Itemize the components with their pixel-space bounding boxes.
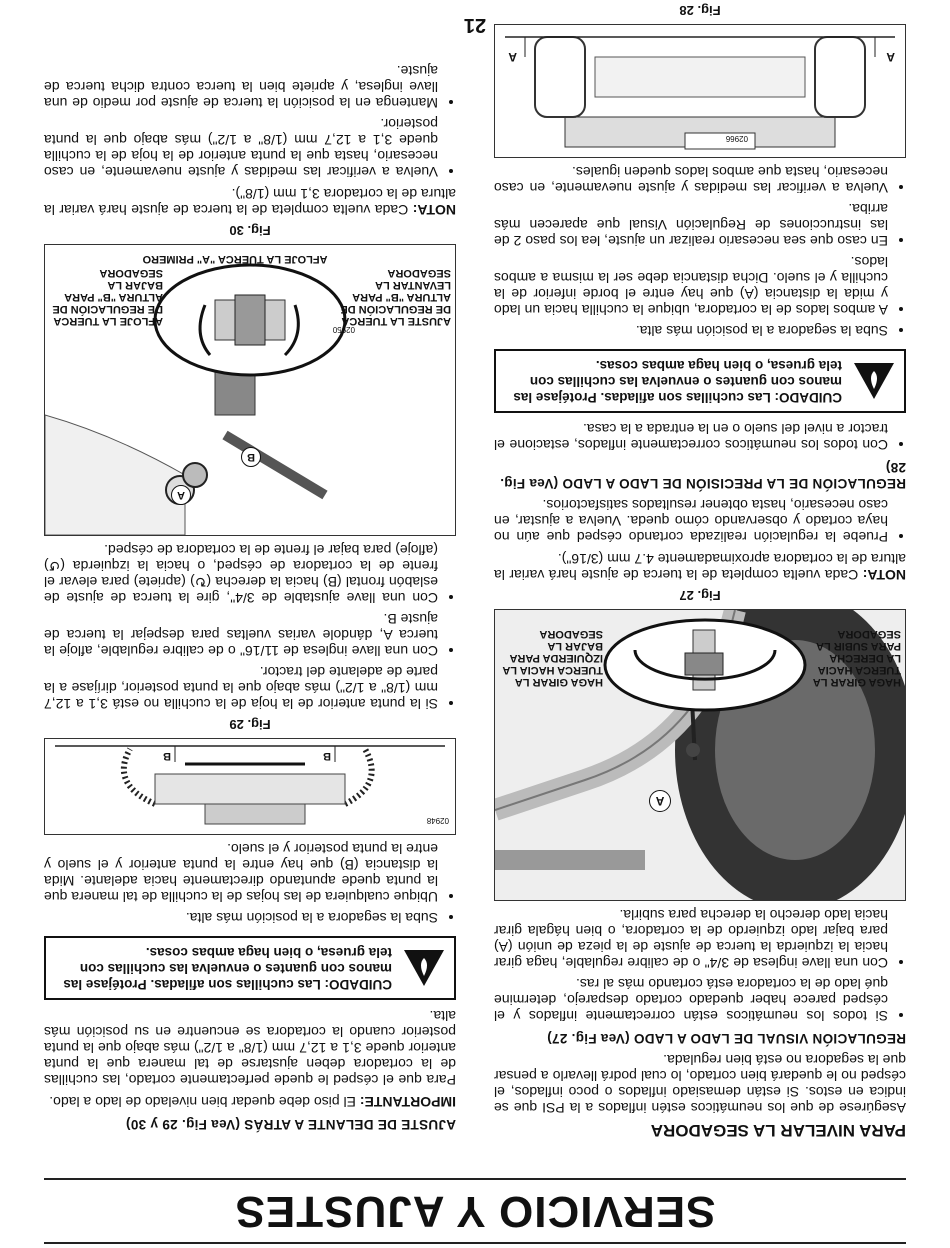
fig29-illustration (45, 739, 455, 834)
note (44, 186, 456, 218)
title-rule (44, 1178, 906, 1180)
caution-text: CUIDADO: Las cuchillas son afiladas. Protéjase las manos con guantes o envuelva las cuchillas con tela gruesa, o bien haga ambas cosas. (513, 358, 842, 405)
fig27-label: Fig. 27 (679, 588, 721, 603)
list-item: • En caso que sea necesario realizar un ajuste, lea los paso 2 de las instrucciones de Regulación Visual que aparecen más arriba. (494, 201, 888, 249)
visual-adjust-list (494, 907, 906, 1024)
caution-box (44, 936, 456, 1000)
list-item: • Con una llave inglesa de 3/4" o de calibre regulable, haga girar hacia la izquierda la tuerca de ajuste de la pieza de unión (A) para bajar lado izquierdo de la cortadora, o bien hágala girar hacia lado derecho la derecha para subirla. (494, 907, 888, 971)
note (494, 551, 906, 583)
figure-27 (494, 609, 906, 901)
visual-adjust-heading: REGULACIÓN VISUAL DE LADO A LADO (Vea Fig. 27) (546, 1031, 906, 1046)
fig30-callout-loosen: AFLOJE LA TUERCA DE REGULACIÓN DE ALTURA "B" PARA BAJAR LA SEGADORA (52, 267, 163, 327)
page-number: 21 (463, 14, 487, 36)
fig29-code: 02948 (426, 816, 449, 825)
marker-a-right: A (508, 50, 517, 64)
fig30-callout-first: AFLOJE LA TUERCA "A" PRIMERO (142, 253, 328, 265)
top-rule (44, 1242, 906, 1244)
fig30-code: 02950 (332, 325, 355, 334)
page-title: SERVICIO Y AJUSTES (234, 1187, 716, 1236)
precision-steps (494, 164, 906, 339)
important-text: El piso debe quedar bien nivelado de lado a lado. (49, 1094, 356, 1110)
precision-heading: REGULACIÓN DE LA PRECISIÓN DE LADO A LADO (Vea Fig. 28) (499, 460, 906, 491)
warning-icon (402, 948, 446, 988)
fig27-callout-right: HAGA GIRAR LA TUERCA HACIA LA DERECHA PARA SUBIR LA SEGADORA (813, 628, 901, 688)
caution-box (494, 349, 906, 413)
figure-29 (44, 738, 456, 835)
note-label: NOTA: (412, 202, 456, 218)
list-item: • Ubique cualquiera de las hojas de la cuchilla de tal manera que la punta quede apuntando directamente hacia adelante. Mida la distancia (B) que hay entre la punta anterior y el suelo y entre la punta posterior y el suelo. (44, 841, 438, 905)
fig28-illustration (495, 25, 905, 157)
marker-a: A (649, 790, 671, 812)
fig29-label: Fig. 29 (229, 717, 271, 732)
warning-icon (852, 361, 896, 401)
list-item: • Con todos los neumáticos correctamente inflados, estacione el tractor a nivel del suelo o en la entrada a la casa. (494, 421, 888, 453)
test-list (494, 497, 906, 545)
caution-text: CUIDADO: Las cuchillas son afiladas. Protéjase las manos con guantes o envuelva las cuchillas con tela gruesa, o bien haga ambas cosas. (63, 945, 392, 992)
front-back-paragraph: Para que el césped le quede perfectamente cortado, las cuchillas de la cortadora deben ajustarse de tal manera que la punta anterior quede 3,1 a 12,7 mm (1/8" a 1/2") más abajo que la punta posterior cuando la cortadora se encuentre en su posición más alta. (44, 1008, 456, 1088)
list-item: • Si todos los neumáticos están correctamente inflados y el césped parece haber quedado cortado desparejo, determine qué lado de la cortadora está cortando más al ras. (494, 976, 888, 1024)
list-item: • Pruebe la regulación realizada cortando césped que aún no haya cortado y observando cómo queda. Vuelva a ajustar, en caso necesario, hasta obtener resultados satisfactorios. (494, 497, 888, 545)
fig30-label: Fig. 30 (229, 223, 271, 238)
note-label: NOTA: (862, 567, 906, 583)
list-item: • Suba la segadora a la posición más alta. (44, 910, 438, 926)
list-item: • Vuelva a verificar las medidas y ajuste nuevamente, en caso necesario, hasta que ambos lados queden iguales. (494, 164, 888, 196)
marker-b-right: B (163, 750, 171, 762)
list-item: • Si la punta anterior de la hoja de la cuchilla no está 3,1 a 12,7 mm (1/8" a 1/2") más abajo que la punta posterior, diríjase a la parte de adelante del tractor. (44, 664, 438, 712)
important-paragraph (44, 1094, 456, 1110)
note-text: Cada vuelta completa de la tuerca de ajuste hará variar la altura de la cortadora 3,1 mm (1/8"). (43, 186, 456, 218)
fig28-label: Fig. 28 (679, 3, 721, 18)
right-column (44, 57, 456, 1138)
final-steps (44, 63, 456, 180)
list-item: • Con una llave ajustable de 3/4", gire la tuerca de ajuste de eslabón frontal (B) hacia la derecha (↻) (apriete) para elevar el frente de la cortadora de césped, o hacia la izquierda (↺) (afloje) para bajar el frente de la cortadora de césped. (44, 542, 438, 606)
section-heading: PARA NIVELAR LA SEGADORA (650, 1121, 906, 1140)
marker-a-left: A (886, 50, 895, 64)
fig30-callout-tighten: AJUSTE LA TUERCA DE REGULACIÓN DE ALTURA "B" PARA LEVANTAR LA SEGADORA (340, 267, 451, 327)
figure-28 (494, 24, 906, 158)
left-column (494, 0, 906, 1138)
front-back-heading: AJUSTE DE DELANTE A ATRÁS (Vea Fig. 29 y 30) (125, 1117, 456, 1132)
list-item: • Suba la segadora a la posición más alta. (494, 323, 888, 339)
marker-b-left: B (323, 750, 331, 762)
important-label: IMPORTANTE: (359, 1094, 456, 1110)
list-item: • Mantenga en la posición la tuerca de ajuste por medio de una llave inglesa, y apriete bien la tuerca contra dicha tuerca de ajuste. (44, 63, 438, 111)
note-text: Cada vuelta completa de la tuerca de ajuste hará variar la altura de la cortadora aproximadamente 4.7 mm (3/16"). (493, 551, 906, 583)
list-item: • Con una llave inglesa de 11/16" o de calibre regulable, afloje la tuerca A, dándole varias vueltas para despejar la tuerca de ajuste B. (44, 611, 438, 659)
front-back-list (44, 841, 456, 926)
marker-b: B (241, 447, 261, 467)
fig27-callout-left: HAGA GIRAR LA TUERCA HACIA LA IZQUIERDA PARA BAJAR LA SEGADORA (502, 628, 603, 688)
intro-paragraph: Asegúrese de que los neumáticos estén inflados a la PSI que se indica en estos. Si están demasiado inflados o poco inflados, el césped no le quedará bien cortado, lo cual podrá llevarlo a pensar que la segadora no está bien regulada. (494, 1052, 906, 1116)
front-back-steps (44, 542, 456, 712)
marker-a: A (171, 485, 191, 505)
figure-30 (44, 244, 456, 536)
fig28-code: 02966 (725, 134, 748, 143)
precision-list (494, 421, 906, 453)
list-item: • Vuelva a verificar las medidas y ajuste nuevamente, en caso necesario, hasta que la punta anterior de la hoja de la cuchilla quede 3,1 a 12,7 mm (1/8" a 1/2") más abajo que la punta posterior. (44, 116, 438, 180)
list-item: • A ambos lados de la cortadora, ubique la cuchilla hacia un lado y mida la distancia (A) que hay entre el borde inferior de la cuchilla y el suelo. Dicha distancia debe ser la misma a ambos lados. (494, 254, 888, 318)
